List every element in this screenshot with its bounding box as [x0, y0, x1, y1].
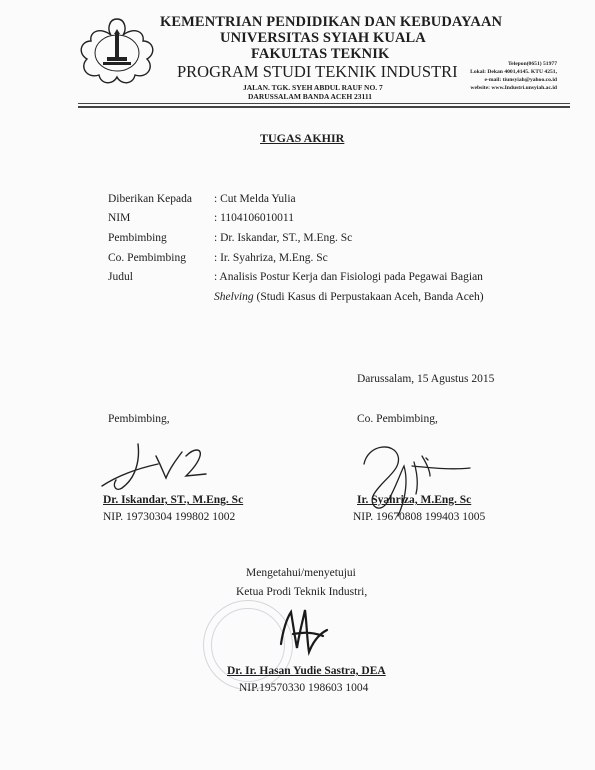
header-ministry: KEMENTRIAN PENDIDIKAN DAN KEBUDAYAAN: [160, 14, 503, 30]
approval-text: Mengetahui/menyetujui: [246, 567, 356, 579]
contact-email: e-mail: tiunsyiah@yahoo.co.id: [484, 77, 557, 83]
place-date: Darussalam, 15 Agustus 2015: [357, 373, 495, 385]
right-signatory-role: Co. Pembimbing,: [357, 413, 438, 425]
title-rest: (Studi Kasus di Perpustakaan Aceh, Banda Aceh): [253, 291, 484, 303]
contact-website: website: www.Industri.unsyiah.ac.id: [470, 85, 557, 91]
field-label-supervisor: Pembimbing: [108, 232, 167, 244]
header-contact: [470, 60, 557, 92]
header-program: PROGRAM STUDI TEKNIK INDUSTRI: [177, 62, 458, 81]
left-signatory-nip: NIP. 19730304 199802 1002: [103, 511, 236, 523]
header-address-line1: JALAN. TGK. SYEH ABDUL RAUF NO. 7: [243, 83, 383, 92]
field-value-co-supervisor: : Ir. Syahriza, M.Eng. Sc: [214, 252, 328, 264]
right-signatory-nip: NIP. 19670808 199403 1005: [353, 511, 486, 523]
field-label-title: Judul: [108, 271, 133, 283]
header-university: UNIVERSITAS SYIAH KUALA: [220, 30, 426, 46]
header-faculty: FAKULTAS TEKNIK: [251, 46, 390, 62]
field-value-title: : Analisis Postur Kerja dan Fisiologi pada Pegawai Bagian: [214, 271, 483, 283]
field-value-supervisor: : Dr. Iskandar, ST., M.Eng. Sc: [214, 232, 353, 244]
head-role: Ketua Prodi Teknik Industri,: [236, 586, 368, 598]
contact-phone: Telepon(0651) 51977: [507, 61, 557, 67]
left-signatory-name: Dr. Iskandar, ST., M.Eng. Sc: [103, 494, 244, 506]
title-italic-word: Shelving: [214, 291, 254, 303]
university-logo: [77, 17, 157, 85]
head-signature: [275, 604, 335, 664]
field-value-recipient: : Cut Melda Yulia: [214, 193, 296, 205]
field-label-recipient: Diberikan Kepada: [108, 193, 192, 205]
header-address-line2: DARUSSALAM BANDA ACEH 23111: [248, 92, 372, 101]
header-divider-thick: [78, 106, 570, 108]
field-label-nim: NIM: [108, 212, 131, 224]
header-divider-thin: [78, 103, 570, 104]
head-nip: NIP.19570330 198603 1004: [239, 682, 369, 694]
field-label-co-supervisor: Co. Pembimbing: [108, 252, 186, 264]
contact-ext: Lokal: Dekan 4001,4145. KTU 4251,: [470, 69, 557, 75]
field-value-nim: : 1104106010011: [214, 212, 294, 224]
left-signatory-role: Pembimbing,: [108, 413, 170, 425]
right-signatory-name: Ir. Syahriza, M.Eng. Sc: [357, 494, 472, 506]
document-title: TUGAS AKHIR: [260, 131, 345, 145]
head-name: Dr. Ir. Hasan Yudie Sastra, DEA: [227, 665, 386, 677]
left-signature: [100, 438, 220, 498]
field-value-title-continued: [214, 291, 484, 303]
